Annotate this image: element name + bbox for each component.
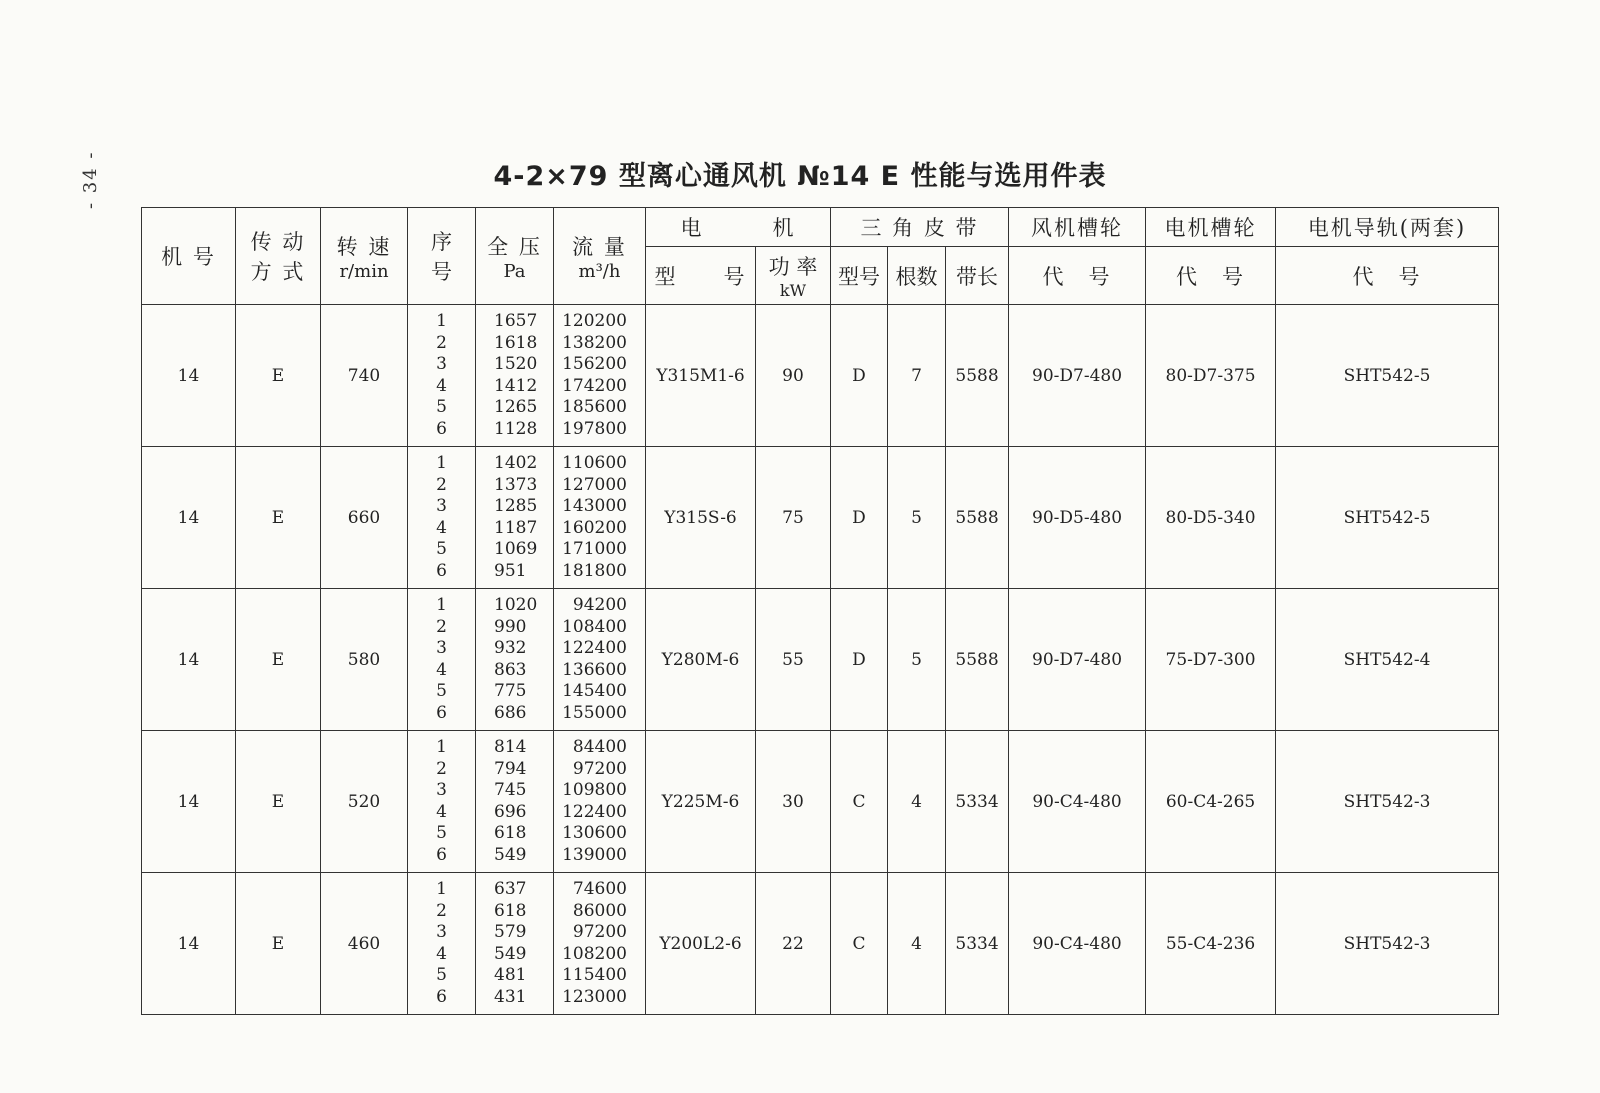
- belt-count-cell: 5: [888, 589, 946, 731]
- pressure-cell-value: 1373: [494, 474, 538, 495]
- pressure-cell-value: 579: [494, 922, 527, 942]
- seq-cell-value: 1: [436, 879, 447, 899]
- motor-power-cell: 55: [756, 589, 831, 731]
- header-drive: 传 动 方 式: [236, 208, 321, 305]
- flow-cell-value: 136600: [562, 659, 627, 680]
- seq-cell-value: 5: [436, 539, 447, 559]
- seq-cell-value: 4: [436, 517, 447, 538]
- pressure-cell-value: 1520: [494, 354, 538, 374]
- belt-model-cell: C: [831, 873, 888, 1015]
- header-belt-length: 带长: [946, 247, 1009, 305]
- pressure-cell: [476, 873, 554, 1015]
- pressure-cell-value: 431: [494, 986, 527, 1007]
- speed-cell: 660: [321, 447, 408, 589]
- seq-cell: [408, 305, 476, 447]
- flow-cell-value: 97200: [572, 758, 627, 779]
- seq-cell-value: 5: [436, 965, 447, 985]
- flow-cell: [554, 305, 646, 447]
- motor-power-cell: 90: [756, 305, 831, 447]
- pressure-cell-value: 1128: [494, 418, 538, 439]
- machine-no-cell: 14: [142, 731, 236, 873]
- seq-cell-value: 3: [436, 638, 447, 658]
- header-fan-pulley: 风机槽轮: [1009, 208, 1146, 247]
- seq-cell-value: 2: [436, 332, 447, 353]
- flow-cell-value: 108200: [562, 943, 627, 964]
- drive-cell: E: [236, 731, 321, 873]
- drive-cell: E: [236, 447, 321, 589]
- flow-cell: [554, 873, 646, 1015]
- motor-model-cell: Y315S-6: [646, 447, 756, 589]
- seq-cell-value: 6: [436, 560, 447, 581]
- machine-no-cell: 14: [142, 589, 236, 731]
- motor-power-cell: 75: [756, 447, 831, 589]
- seq-cell-value: 2: [436, 474, 447, 495]
- pressure-cell-value: 932: [494, 638, 527, 658]
- motor-model-cell: Y200L2-6: [646, 873, 756, 1015]
- seq-cell-value: 6: [436, 702, 447, 723]
- seq-cell-value: 2: [436, 758, 447, 779]
- seq-cell-value: 3: [436, 922, 447, 942]
- pressure-cell-value: 863: [494, 659, 527, 680]
- motor-model-cell: Y225M-6: [646, 731, 756, 873]
- header-pressure: 全 压 Pa: [476, 208, 554, 305]
- seq-cell-value: 4: [436, 375, 447, 396]
- header-rail-code: 代 号: [1276, 247, 1499, 305]
- flow-cell-value: 185600: [562, 397, 627, 417]
- seq-cell-value: 1: [436, 737, 447, 757]
- flow-cell-value: 127000: [562, 474, 627, 495]
- header-seq: 序 号: [408, 208, 476, 305]
- seq-cell-value: 6: [436, 986, 447, 1007]
- flow-cell-value: 156200: [562, 354, 627, 374]
- fan-pulley-cell: 90-C4-480: [1009, 731, 1146, 873]
- flow-cell: [554, 731, 646, 873]
- pressure-cell-value: 1412: [494, 375, 538, 396]
- pressure-cell-value: 618: [494, 823, 527, 843]
- pressure-cell-value: 745: [494, 780, 527, 800]
- pressure-cell-value: 814: [494, 737, 527, 757]
- flow-cell-value: 115400: [562, 965, 627, 985]
- seq-cell-value: 6: [436, 844, 447, 865]
- seq-cell-value: 5: [436, 397, 447, 417]
- header-belt-model: 型号: [831, 247, 888, 305]
- header-motor-pulley: 电机槽轮: [1146, 208, 1276, 247]
- pressure-cell-value: 990: [494, 616, 527, 637]
- pressure-cell-value: 549: [494, 943, 527, 964]
- table-row: [142, 731, 1499, 873]
- seq-cell-value: 4: [436, 659, 447, 680]
- header-speed: 转 速 r/min: [321, 208, 408, 305]
- seq-cell: [408, 447, 476, 589]
- machine-no-cell: 14: [142, 873, 236, 1015]
- pressure-cell-value: 696: [494, 801, 527, 822]
- belt-length-cell: 5334: [946, 731, 1009, 873]
- header-motor-power: 功 率 kW: [756, 247, 831, 305]
- header-flow: 流 量 m³/h: [554, 208, 646, 305]
- pressure-cell: [476, 731, 554, 873]
- seq-cell-value: 2: [436, 616, 447, 637]
- rail-cell: SHT542-5: [1276, 447, 1499, 589]
- motor-pulley-cell: 80-D5-340: [1146, 447, 1276, 589]
- rail-cell: SHT542-4: [1276, 589, 1499, 731]
- fan-pulley-cell: 90-D5-480: [1009, 447, 1146, 589]
- pressure-cell: [476, 447, 554, 589]
- header-machine-no: 机 号: [142, 208, 236, 305]
- pressure-cell-value: 1069: [494, 539, 538, 559]
- motor-pulley-cell: 60-C4-265: [1146, 731, 1276, 873]
- seq-cell-value: 5: [436, 823, 447, 843]
- machine-no-cell: 14: [142, 447, 236, 589]
- header-rail: 电机导轨(两套): [1276, 208, 1499, 247]
- performance-table: [141, 207, 1499, 1015]
- seq-cell-value: 5: [436, 681, 447, 701]
- header-fan-pulley-code: 代 号: [1009, 247, 1146, 305]
- seq-cell-value: 4: [436, 801, 447, 822]
- pressure-cell-value: 1618: [494, 332, 538, 353]
- rail-cell: SHT542-3: [1276, 873, 1499, 1015]
- seq-cell: [408, 731, 476, 873]
- motor-model-cell: Y280M-6: [646, 589, 756, 731]
- seq-cell-value: 1: [436, 595, 447, 615]
- pressure-cell-value: 549: [494, 844, 527, 865]
- flow-cell-value: 138200: [562, 332, 627, 353]
- pressure-cell-value: 1285: [494, 496, 538, 516]
- drive-cell: E: [236, 305, 321, 447]
- belt-model-cell: D: [831, 447, 888, 589]
- rail-cell: SHT542-5: [1276, 305, 1499, 447]
- seq-cell-value: 4: [436, 943, 447, 964]
- pressure-cell-value: 686: [494, 702, 527, 723]
- pressure-cell-value: 794: [494, 758, 527, 779]
- table-row: [142, 447, 1499, 589]
- flow-cell-value: 171000: [562, 539, 627, 559]
- fan-pulley-cell: 90-C4-480: [1009, 873, 1146, 1015]
- header-belt-count: 根数: [888, 247, 946, 305]
- belt-count-cell: 7: [888, 305, 946, 447]
- flow-cell: [554, 589, 646, 731]
- belt-length-cell: 5588: [946, 589, 1009, 731]
- pressure-cell: [476, 305, 554, 447]
- flow-cell-value: 155000: [562, 702, 627, 723]
- pressure-cell-value: 481: [494, 965, 527, 985]
- flow-cell-value: 84400: [572, 737, 627, 757]
- flow-cell-value: 197800: [562, 418, 627, 439]
- flow-cell-value: 122400: [562, 801, 627, 822]
- belt-length-cell: 5588: [946, 305, 1009, 447]
- belt-model-cell: C: [831, 731, 888, 873]
- motor-power-cell: 22: [756, 873, 831, 1015]
- belt-model-cell: D: [831, 589, 888, 731]
- fan-pulley-cell: 90-D7-480: [1009, 589, 1146, 731]
- flow-cell-value: 139000: [562, 844, 627, 865]
- seq-cell: [408, 873, 476, 1015]
- flow-cell-value: 145400: [562, 681, 627, 701]
- flow-cell-value: 122400: [562, 638, 627, 658]
- belt-count-cell: 4: [888, 873, 946, 1015]
- pressure-cell-value: 1020: [494, 595, 538, 615]
- rail-cell: SHT542-3: [1276, 731, 1499, 873]
- flow-cell-value: 74600: [572, 879, 627, 899]
- seq-cell: [408, 589, 476, 731]
- table-row: [142, 589, 1499, 731]
- pressure-cell-value: 618: [494, 900, 527, 921]
- page-number: - 34 -: [80, 150, 101, 210]
- motor-power-cell: 30: [756, 731, 831, 873]
- belt-count-cell: 5: [888, 447, 946, 589]
- speed-cell: 460: [321, 873, 408, 1015]
- header-motor: 电 机: [646, 208, 831, 247]
- flow-cell-value: 108400: [562, 616, 627, 637]
- pressure-cell-value: 1402: [494, 453, 538, 473]
- flow-cell-value: 120200: [562, 311, 627, 331]
- pressure-cell-value: 637: [494, 879, 527, 899]
- fan-pulley-cell: 90-D7-480: [1009, 305, 1146, 447]
- seq-cell-value: 3: [436, 354, 447, 374]
- seq-cell-value: 3: [436, 496, 447, 516]
- pressure-cell-value: 775: [494, 681, 527, 701]
- seq-cell-value: 1: [436, 453, 447, 473]
- pressure-cell: [476, 589, 554, 731]
- pressure-cell-value: 1187: [494, 517, 538, 538]
- flow-cell-value: 86000: [572, 900, 627, 921]
- drive-cell: E: [236, 873, 321, 1015]
- pressure-cell-value: 1265: [494, 397, 538, 417]
- table-row: [142, 305, 1499, 447]
- motor-pulley-cell: 75-D7-300: [1146, 589, 1276, 731]
- seq-cell-value: 6: [436, 418, 447, 439]
- pressure-cell-value: 951: [494, 560, 527, 581]
- motor-pulley-cell: 55-C4-236: [1146, 873, 1276, 1015]
- drive-cell: E: [236, 589, 321, 731]
- speed-cell: 580: [321, 589, 408, 731]
- table-row: [142, 873, 1499, 1015]
- flow-cell-value: 97200: [572, 922, 627, 942]
- motor-model-cell: Y315M1-6: [646, 305, 756, 447]
- flow-cell-value: 130600: [562, 823, 627, 843]
- speed-cell: 520: [321, 731, 408, 873]
- flow-cell-value: 109800: [562, 780, 627, 800]
- machine-no-cell: 14: [142, 305, 236, 447]
- seq-cell-value: 2: [436, 900, 447, 921]
- page-title: 4-2×79 型离心通风机 №14 E 性能与选用件表: [493, 161, 1107, 192]
- speed-cell: 740: [321, 305, 408, 447]
- header-vbelt: 三 角 皮 带: [831, 208, 1009, 247]
- header-motor-model: 型 号: [646, 247, 756, 305]
- flow-cell-value: 160200: [562, 517, 627, 538]
- flow-cell-value: 94200: [572, 595, 627, 615]
- belt-count-cell: 4: [888, 731, 946, 873]
- seq-cell-value: 1: [436, 311, 447, 331]
- flow-cell-value: 143000: [562, 496, 627, 516]
- flow-cell-value: 110600: [562, 453, 627, 473]
- flow-cell-value: 123000: [562, 986, 627, 1007]
- belt-model-cell: D: [831, 305, 888, 447]
- seq-cell-value: 3: [436, 780, 447, 800]
- belt-length-cell: 5588: [946, 447, 1009, 589]
- belt-length-cell: 5334: [946, 873, 1009, 1015]
- flow-cell-value: 174200: [562, 375, 627, 396]
- header-motor-pulley-code: 代 号: [1146, 247, 1276, 305]
- flow-cell-value: 181800: [562, 560, 627, 581]
- motor-pulley-cell: 80-D7-375: [1146, 305, 1276, 447]
- flow-cell: [554, 447, 646, 589]
- pressure-cell-value: 1657: [494, 311, 538, 331]
